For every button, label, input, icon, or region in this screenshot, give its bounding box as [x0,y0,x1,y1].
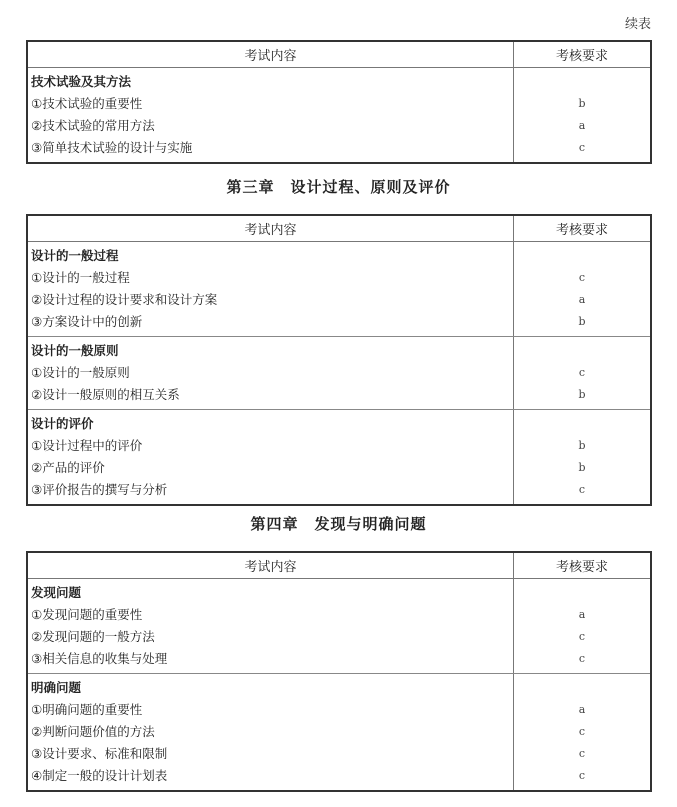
item-level: a [578,119,586,132]
exam-table [26,40,652,164]
item-text: ①发现问题的重要性 [31,607,143,622]
group-title: 技术试验及其方法 [31,74,132,89]
item-text: ②发现问题的一般方法 [31,629,155,644]
header-requirement: 考核要求 [555,560,608,575]
group-title: 设计的评价 [31,416,94,431]
table-group [28,410,650,504]
spacer [514,245,650,267]
chapter-title: 第四章 发现与明确问题 [250,515,427,533]
item-text: ①设计过程中的评价 [31,438,143,453]
content-cell [28,337,514,409]
table-group [28,579,650,674]
item-text: ①设计的一般过程 [31,270,130,285]
group-title: 明确问题 [31,680,82,695]
table-group [28,674,650,790]
item-text: ①设计的一般原则 [31,365,130,380]
item-level: b [578,461,586,474]
item-text: ③相关信息的收集与处理 [31,651,168,666]
table-group [28,68,650,162]
exam-table [26,214,652,506]
header-requirement: 考核要求 [555,223,608,238]
item-level: c [578,747,586,760]
item-level: c [578,141,586,154]
spacer [514,677,650,699]
item-level: c [578,652,586,665]
table-group [28,242,650,337]
header-content: 考试内容 [28,553,514,578]
requirement-cell [514,71,650,159]
requirement-cell [514,677,650,787]
table-group [28,337,650,410]
item-text: ③评价报告的撰写与分析 [31,482,168,497]
spacer [514,340,650,362]
chapter-title: 第三章 设计过程、原则及评价 [226,178,451,196]
header-content: 考试内容 [28,216,514,241]
item-text: ③方案设计中的创新 [31,314,143,329]
item-level: c [578,725,586,738]
requirement-cell [514,245,650,333]
item-text: ④制定一般的设计计划表 [31,768,168,783]
table-header [28,42,650,68]
item-level: c [578,271,586,284]
item-level: a [578,293,586,306]
item-text: ②设计过程的设计要求和设计方案 [31,292,218,307]
item-text: ①技术试验的重要性 [31,96,143,111]
item-level: b [578,388,586,401]
group-title: 设计的一般原则 [31,343,119,358]
header-requirement: 考核要求 [555,49,608,64]
continued-label: 续表 [624,17,651,32]
requirement-cell [514,340,650,406]
item-level: a [578,608,586,621]
item-level: c [578,483,586,496]
item-text: ②技术试验的常用方法 [31,118,155,133]
item-text: ②判断问题价值的方法 [31,724,155,739]
item-level: c [578,769,586,782]
spacer [514,71,650,93]
content-cell [28,579,514,673]
content-cell [28,674,514,790]
header-content: 考试内容 [28,42,514,67]
requirement-cell [514,582,650,670]
item-level: b [578,315,586,328]
item-level: b [578,439,586,452]
group-title: 发现问题 [31,585,82,600]
item-text: ①明确问题的重要性 [31,702,143,717]
table-header [28,216,650,242]
spacer [514,582,650,604]
item-text: ②设计一般原则的相互关系 [31,387,180,402]
content-cell [28,68,514,162]
item-text: ②产品的评价 [31,460,105,475]
requirement-cell [514,413,650,501]
table-header [28,553,650,579]
item-text: ③简单技术试验的设计与实施 [31,140,193,155]
spacer [514,413,650,435]
item-level: c [578,366,586,379]
item-level: c [578,630,586,643]
group-title: 设计的一般过程 [31,248,119,263]
exam-table [26,551,652,792]
item-text: ③设计要求、标准和限制 [31,746,168,761]
item-level: b [578,97,586,110]
item-level: a [578,703,586,716]
content-cell [28,242,514,336]
content-cell [28,410,514,504]
